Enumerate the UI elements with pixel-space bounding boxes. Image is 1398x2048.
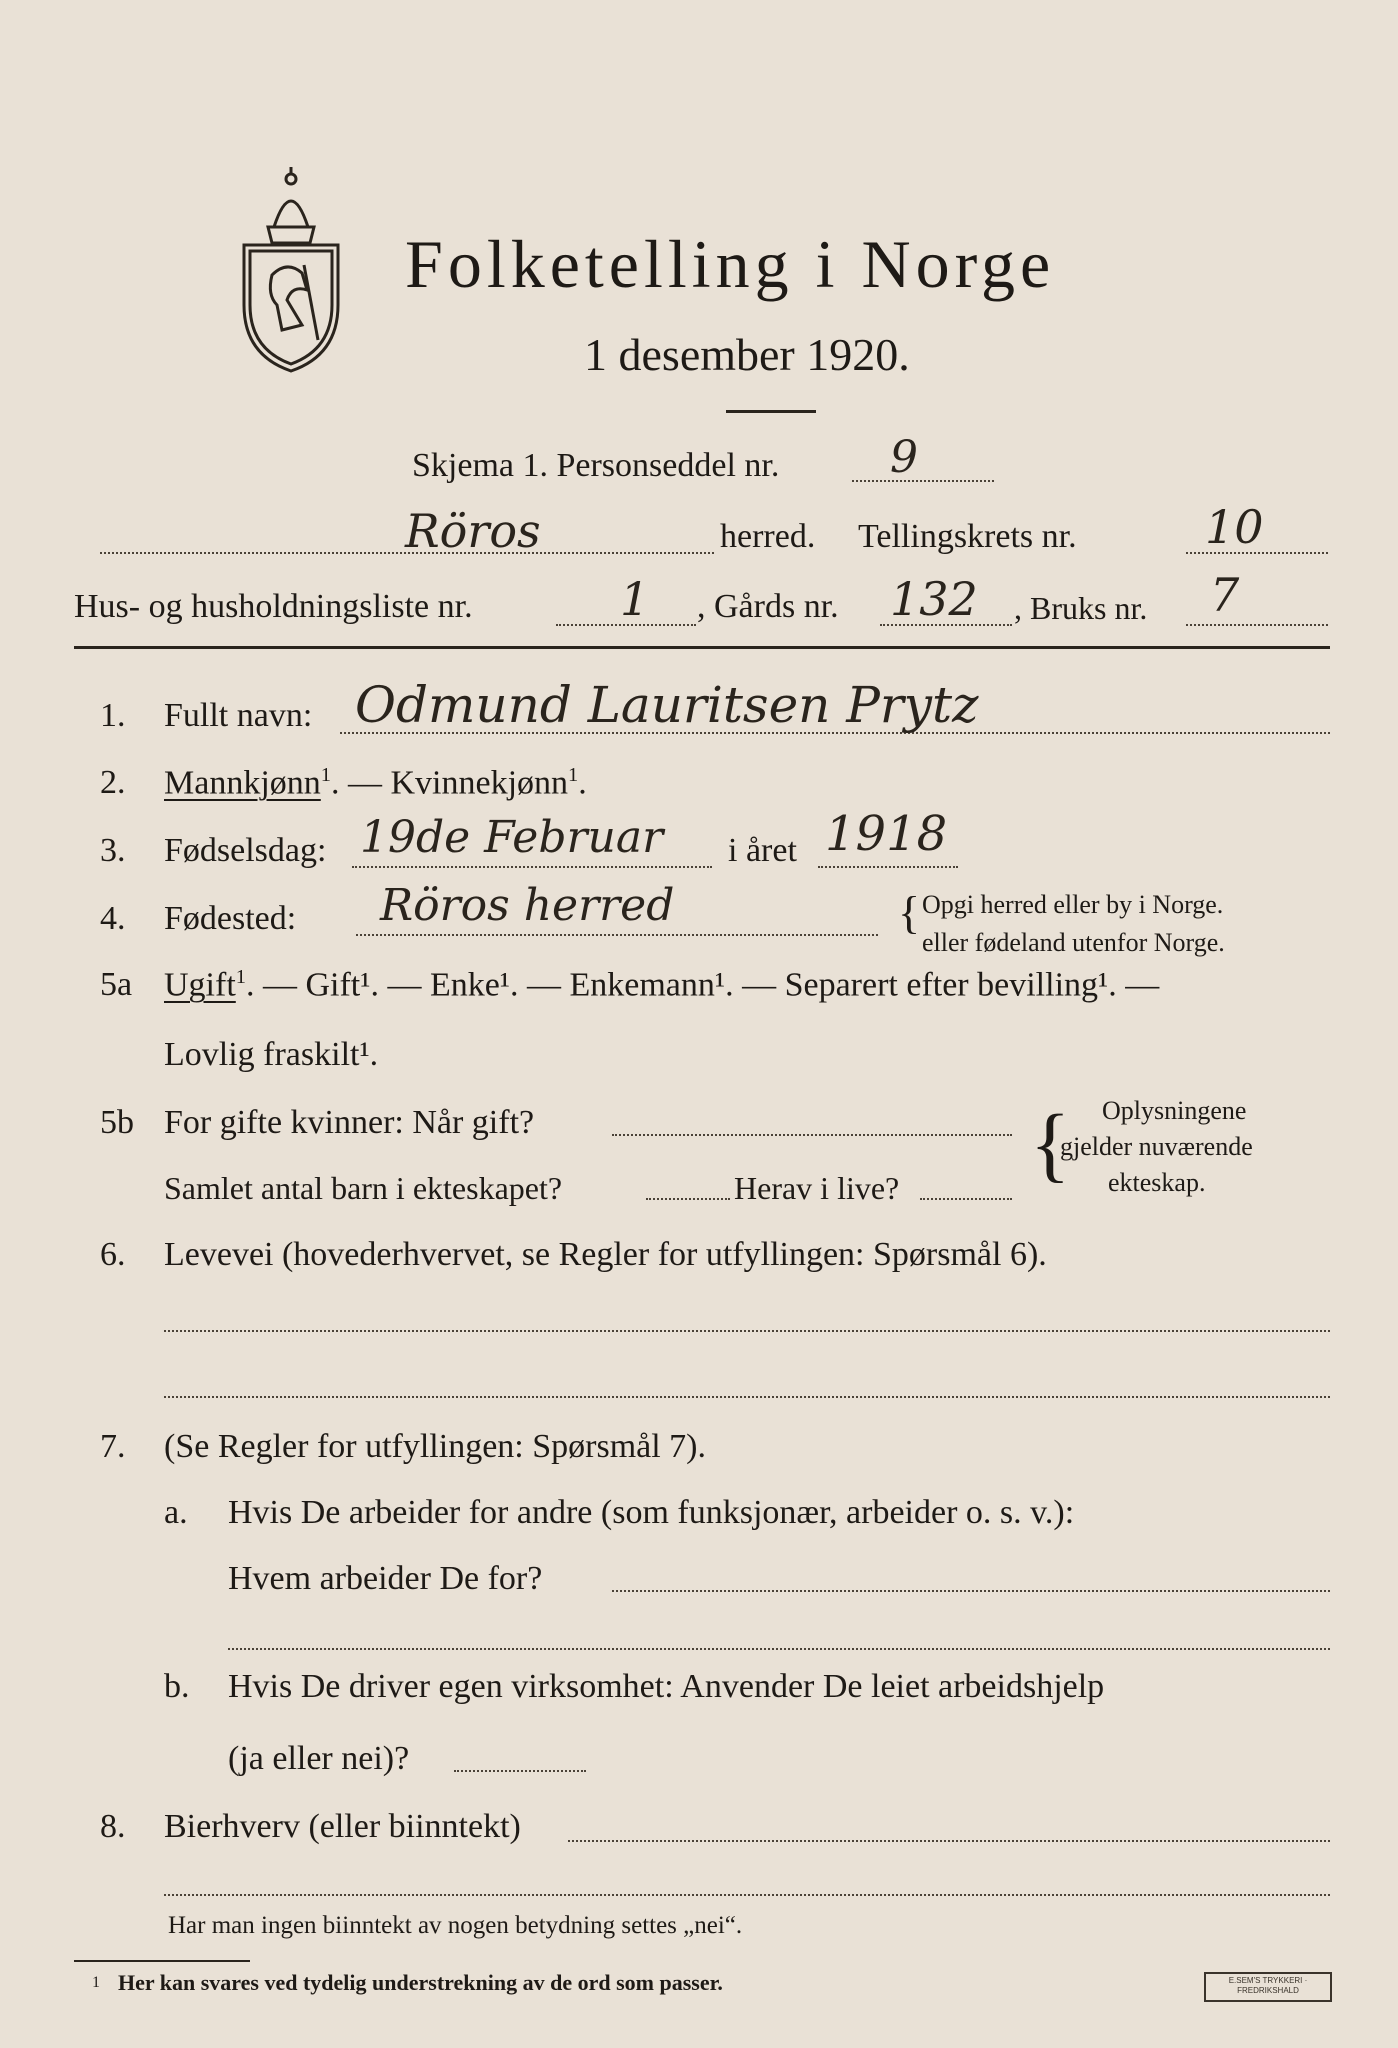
form-title: Folketelling i Norge [405, 226, 1056, 302]
q5b-alive-label: Herav i live? [734, 1170, 900, 1206]
coat-of-arms-icon [232, 165, 350, 375]
header-rule [74, 646, 1330, 649]
footnote-number: 1 [92, 1974, 100, 1991]
gards-label: , Gårds nr. [697, 588, 839, 625]
civil-status-row: Ugift$^1$. — Gift¹. — Enke¹. — Enkemann¹. — Separert efter bevilling¹. — [164, 966, 1160, 1004]
personseddel-line [852, 480, 994, 482]
q5b-brace: { [1030, 1098, 1071, 1191]
q4-note1: Opgi herred eller by i Norge. [922, 890, 1224, 919]
q7-number: 7. [100, 1428, 126, 1465]
male-option[interactable]: Mannkjønn [164, 764, 321, 802]
q7a-line1: Hvis De arbeider for andre (som funksjonær, arbeider o. s. v.): [228, 1494, 1075, 1531]
personseddel-nr[interactable]: 9 [890, 432, 918, 483]
q8-label: Bierhverv (eller biinntekt) [164, 1808, 521, 1845]
printer-stamp: E.SEM'S TRYKKERI · FREDRIKSHALD [1204, 1972, 1332, 2002]
q5b-note2: gjelder nuværende [1060, 1132, 1253, 1161]
q6-line1 [164, 1330, 1330, 1332]
q3-label: Fødselsdag: [164, 832, 327, 869]
census-date: 1 desember 1920. [584, 329, 910, 380]
footnote-rule [74, 1960, 250, 1962]
q7a-line2: Hvem arbeider De for? [228, 1560, 543, 1597]
q5b-children-label: Samlet antal barn i ekteskapet? [164, 1170, 563, 1206]
civil-status-row2: Lovlig fraskilt¹. [164, 1036, 379, 1073]
birthplace-value[interactable]: Röros herred [380, 880, 675, 931]
birthday-value[interactable]: 19de Februar [360, 812, 664, 863]
q5b-number: 5b [100, 1104, 134, 1141]
title-divider [726, 410, 816, 413]
q4-brace: { [898, 887, 921, 938]
herred-label: herred. [720, 518, 816, 555]
q4-line [356, 934, 878, 936]
employer-line [612, 1590, 1330, 1592]
q5b-note3: ekteskap. [1108, 1168, 1206, 1197]
gender-row: Mannkjønn$^1$. — Kvinnekjønn$^1$. [164, 764, 587, 802]
ugift-option[interactable]: Ugift [164, 966, 236, 1004]
footer-note: Har man ingen biinntekt av nogen betydning settes „nei“. [168, 1912, 743, 1939]
q2-number: 2. [100, 764, 126, 801]
footnote-text: Her kan svares ved tydelig understrekning av de ord som passer. [118, 1970, 723, 1995]
alive-line [920, 1198, 1012, 1200]
q7b-letter: b. [164, 1668, 190, 1705]
q5b-note1: Oplysningene [1102, 1096, 1247, 1125]
q5a-number: 5a [100, 966, 133, 1003]
tellingskrets-label: Tellingskrets nr. [858, 518, 1077, 555]
hus-label: Hus- og husholdningsliste nr. [74, 588, 473, 625]
bruks-label: , Bruks nr. [1014, 590, 1148, 626]
q7a-letter: a. [164, 1494, 188, 1531]
q1-number: 1. [100, 697, 126, 734]
side-income-line [568, 1840, 1330, 1842]
year-label: i året [728, 832, 797, 869]
herred-value[interactable]: Röros [405, 504, 541, 558]
side-income-line2 [164, 1894, 1330, 1896]
gards-nr[interactable]: 132 [890, 572, 978, 626]
married-when-line [612, 1134, 1012, 1136]
full-name-value[interactable]: Odmund Lauritsen Prytz [355, 676, 979, 734]
q7-label: (Se Regler for utfyllingen: Spørsmål 7). [164, 1428, 707, 1465]
female-option[interactable]: Kvinnekjønn [390, 764, 569, 802]
skjema-label: Skjema 1. Personseddel nr. [412, 447, 780, 484]
q6-line2 [164, 1396, 1330, 1398]
bruks-nr[interactable]: 7 [1210, 568, 1240, 622]
children-line [646, 1198, 730, 1200]
q4-number: 4. [100, 900, 126, 937]
q7b-line1: Hvis De driver egen virksomhet: Anvender De leiet arbeidshjelp [228, 1668, 1105, 1705]
q4-note2: eller fødeland utenfor Norge. [922, 928, 1225, 957]
q8-number: 8. [100, 1808, 126, 1845]
bruks-line [1186, 624, 1328, 626]
q7b-line2: (ja eller nei)? [228, 1740, 410, 1777]
employer-line2 [228, 1648, 1330, 1650]
q3-number: 3. [100, 832, 126, 869]
hired-help-line [454, 1770, 586, 1772]
q4-label: Fødested: [164, 900, 297, 937]
q6-label: Levevei (hovederhvervet, se Regler for utfyllingen: Spørsmål 6). [164, 1236, 1047, 1273]
q3-line [352, 866, 712, 868]
q5b-line1: For gifte kvinner: Når gift? [164, 1104, 535, 1141]
year-line [818, 866, 958, 868]
q1-label: Fullt navn: [164, 697, 313, 734]
hus-nr[interactable]: 1 [620, 572, 650, 626]
q6-number: 6. [100, 1236, 126, 1273]
birth-year-value[interactable]: 1918 [825, 806, 948, 862]
tellingskrets-nr[interactable]: 10 [1205, 500, 1264, 554]
